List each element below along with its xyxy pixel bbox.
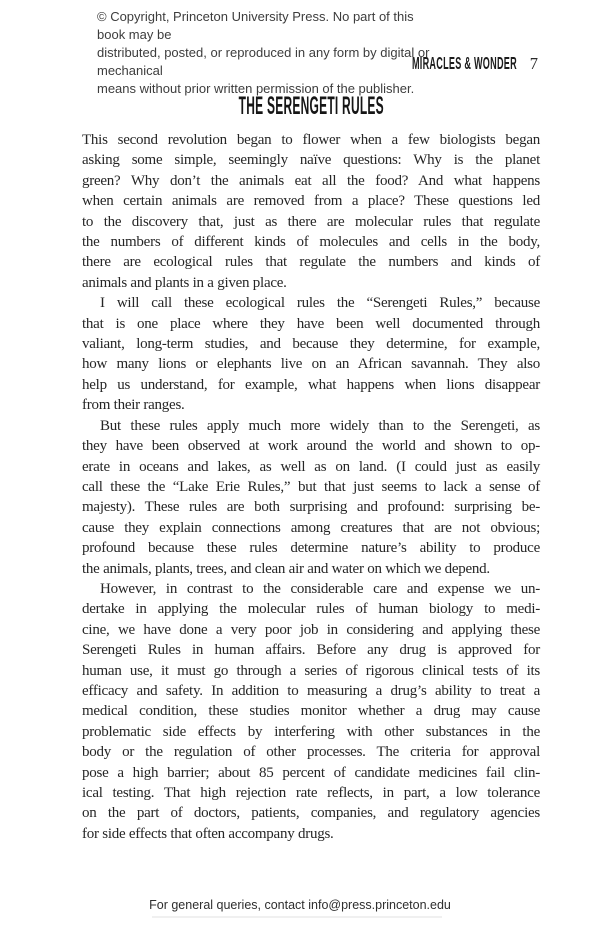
text-line: ical testing. That high rejection rate reflects, in part, a low tolerance <box>82 785 540 801</box>
text-line: problematic side effects by interfering with other substances in the <box>82 723 540 740</box>
paragraph <box>82 130 540 293</box>
text-line: However, in contrast to the considerable care and expense we un- <box>100 580 540 597</box>
text-line: majesty). These rules are both surprising and profound: surprising be- <box>82 499 540 516</box>
copyright-line: distributed, posted, or reproduced in any form by digital or mechanical <box>97 45 430 78</box>
text-line: efficacy and safety. In addition to measuring a drug’s ability to treat a <box>82 682 540 699</box>
text-line: they have been observed at work around the world and shown to op- <box>82 438 540 455</box>
text-line: medical condition, these studies monitor whether a drug may cause <box>82 703 540 720</box>
body-text <box>82 130 540 844</box>
text-line: there are ecological rules that regulate the numbers and kinds of <box>82 254 540 271</box>
text-line: pose a high barrier; about 85 percent of candidate medicines fail clin- <box>82 764 540 781</box>
text-line: when certain animals are removed from a place? These questions led <box>82 193 540 210</box>
text-line: for side effects that often accompany drugs. <box>82 825 334 842</box>
running-head-title: MIRACLES & WONDER <box>411 53 517 73</box>
text-line: green? Why don’t the animals eat all the food? And what happens <box>82 172 540 189</box>
text-line: body or the regulation of other processes. The criteria for approval <box>82 744 540 761</box>
text-line: call these the “Lake Erie Rules,” but that just seems to lack a sense of <box>82 478 540 495</box>
text-line: to the discovery that, just as there are molecular rules that regulate <box>82 213 540 230</box>
text-line: But these rules apply much more widely than to the Serengeti, as <box>100 417 540 434</box>
paragraph <box>82 293 540 415</box>
text-line: on the part of doctors, patients, companies, and regulatory agencies <box>82 805 540 822</box>
text-line: Serengeti Rules in human affairs. Before any drug is approved for <box>82 642 540 659</box>
chapter-title: THE SERENGETI RULES <box>238 92 384 120</box>
text-line: that is one place where they have been well documented through <box>82 315 540 332</box>
text-line: asking some simple, seemingly naïve questions: Why is the planet <box>82 152 540 169</box>
text-line: from their ranges. <box>82 397 185 414</box>
text-line: how many lions or elephants live on an African savannah. They also <box>82 356 540 373</box>
copyright-line: means without prior written permission of the publisher. <box>97 81 415 96</box>
text-line: erate in oceans and lakes, as well as on land. (I could just as easily <box>82 458 540 475</box>
text-line: I will call these ecological rules the “Serengeti Rules,” because <box>100 295 540 312</box>
text-line: cine, we have done a very poor job in considering and applying these <box>82 621 540 638</box>
text-line: dertake in applying the molecular rules of human biology to medi- <box>82 601 540 618</box>
text-line: This second revolution began to flower when a few biologists began <box>82 132 540 148</box>
text-line: human use, it must go through a series of rigorous clinical tests of its <box>82 662 540 679</box>
page-number: 7 <box>529 54 538 73</box>
text-line: cause they explain connections among creatures that are not obvious; <box>82 519 540 536</box>
text-line: valiant, long-term studies, and because they determine, for example, <box>82 336 540 353</box>
text-line: animals and plants in a given place. <box>82 274 287 291</box>
paragraph <box>82 579 540 844</box>
paragraph <box>82 416 540 579</box>
text-line: the animals, plants, trees, and clean air and water on which we depend. <box>82 560 490 577</box>
text-line: help us understand, for example, what happens when lions disappear <box>82 376 540 393</box>
text-line: the numbers of different kinds of molecules and cells in the body, <box>82 234 540 251</box>
footer-contact-line: For general queries, contact info@press.princeton.edu <box>149 898 451 912</box>
running-head <box>315 53 538 74</box>
copyright-line: © Copyright, Princeton University Press. No part of this book may be <box>97 9 414 42</box>
text-line: profound because these rules determine nature’s ability to produce <box>82 540 540 557</box>
chapter-title-wrap <box>82 92 540 121</box>
scan-artifact <box>152 916 442 918</box>
